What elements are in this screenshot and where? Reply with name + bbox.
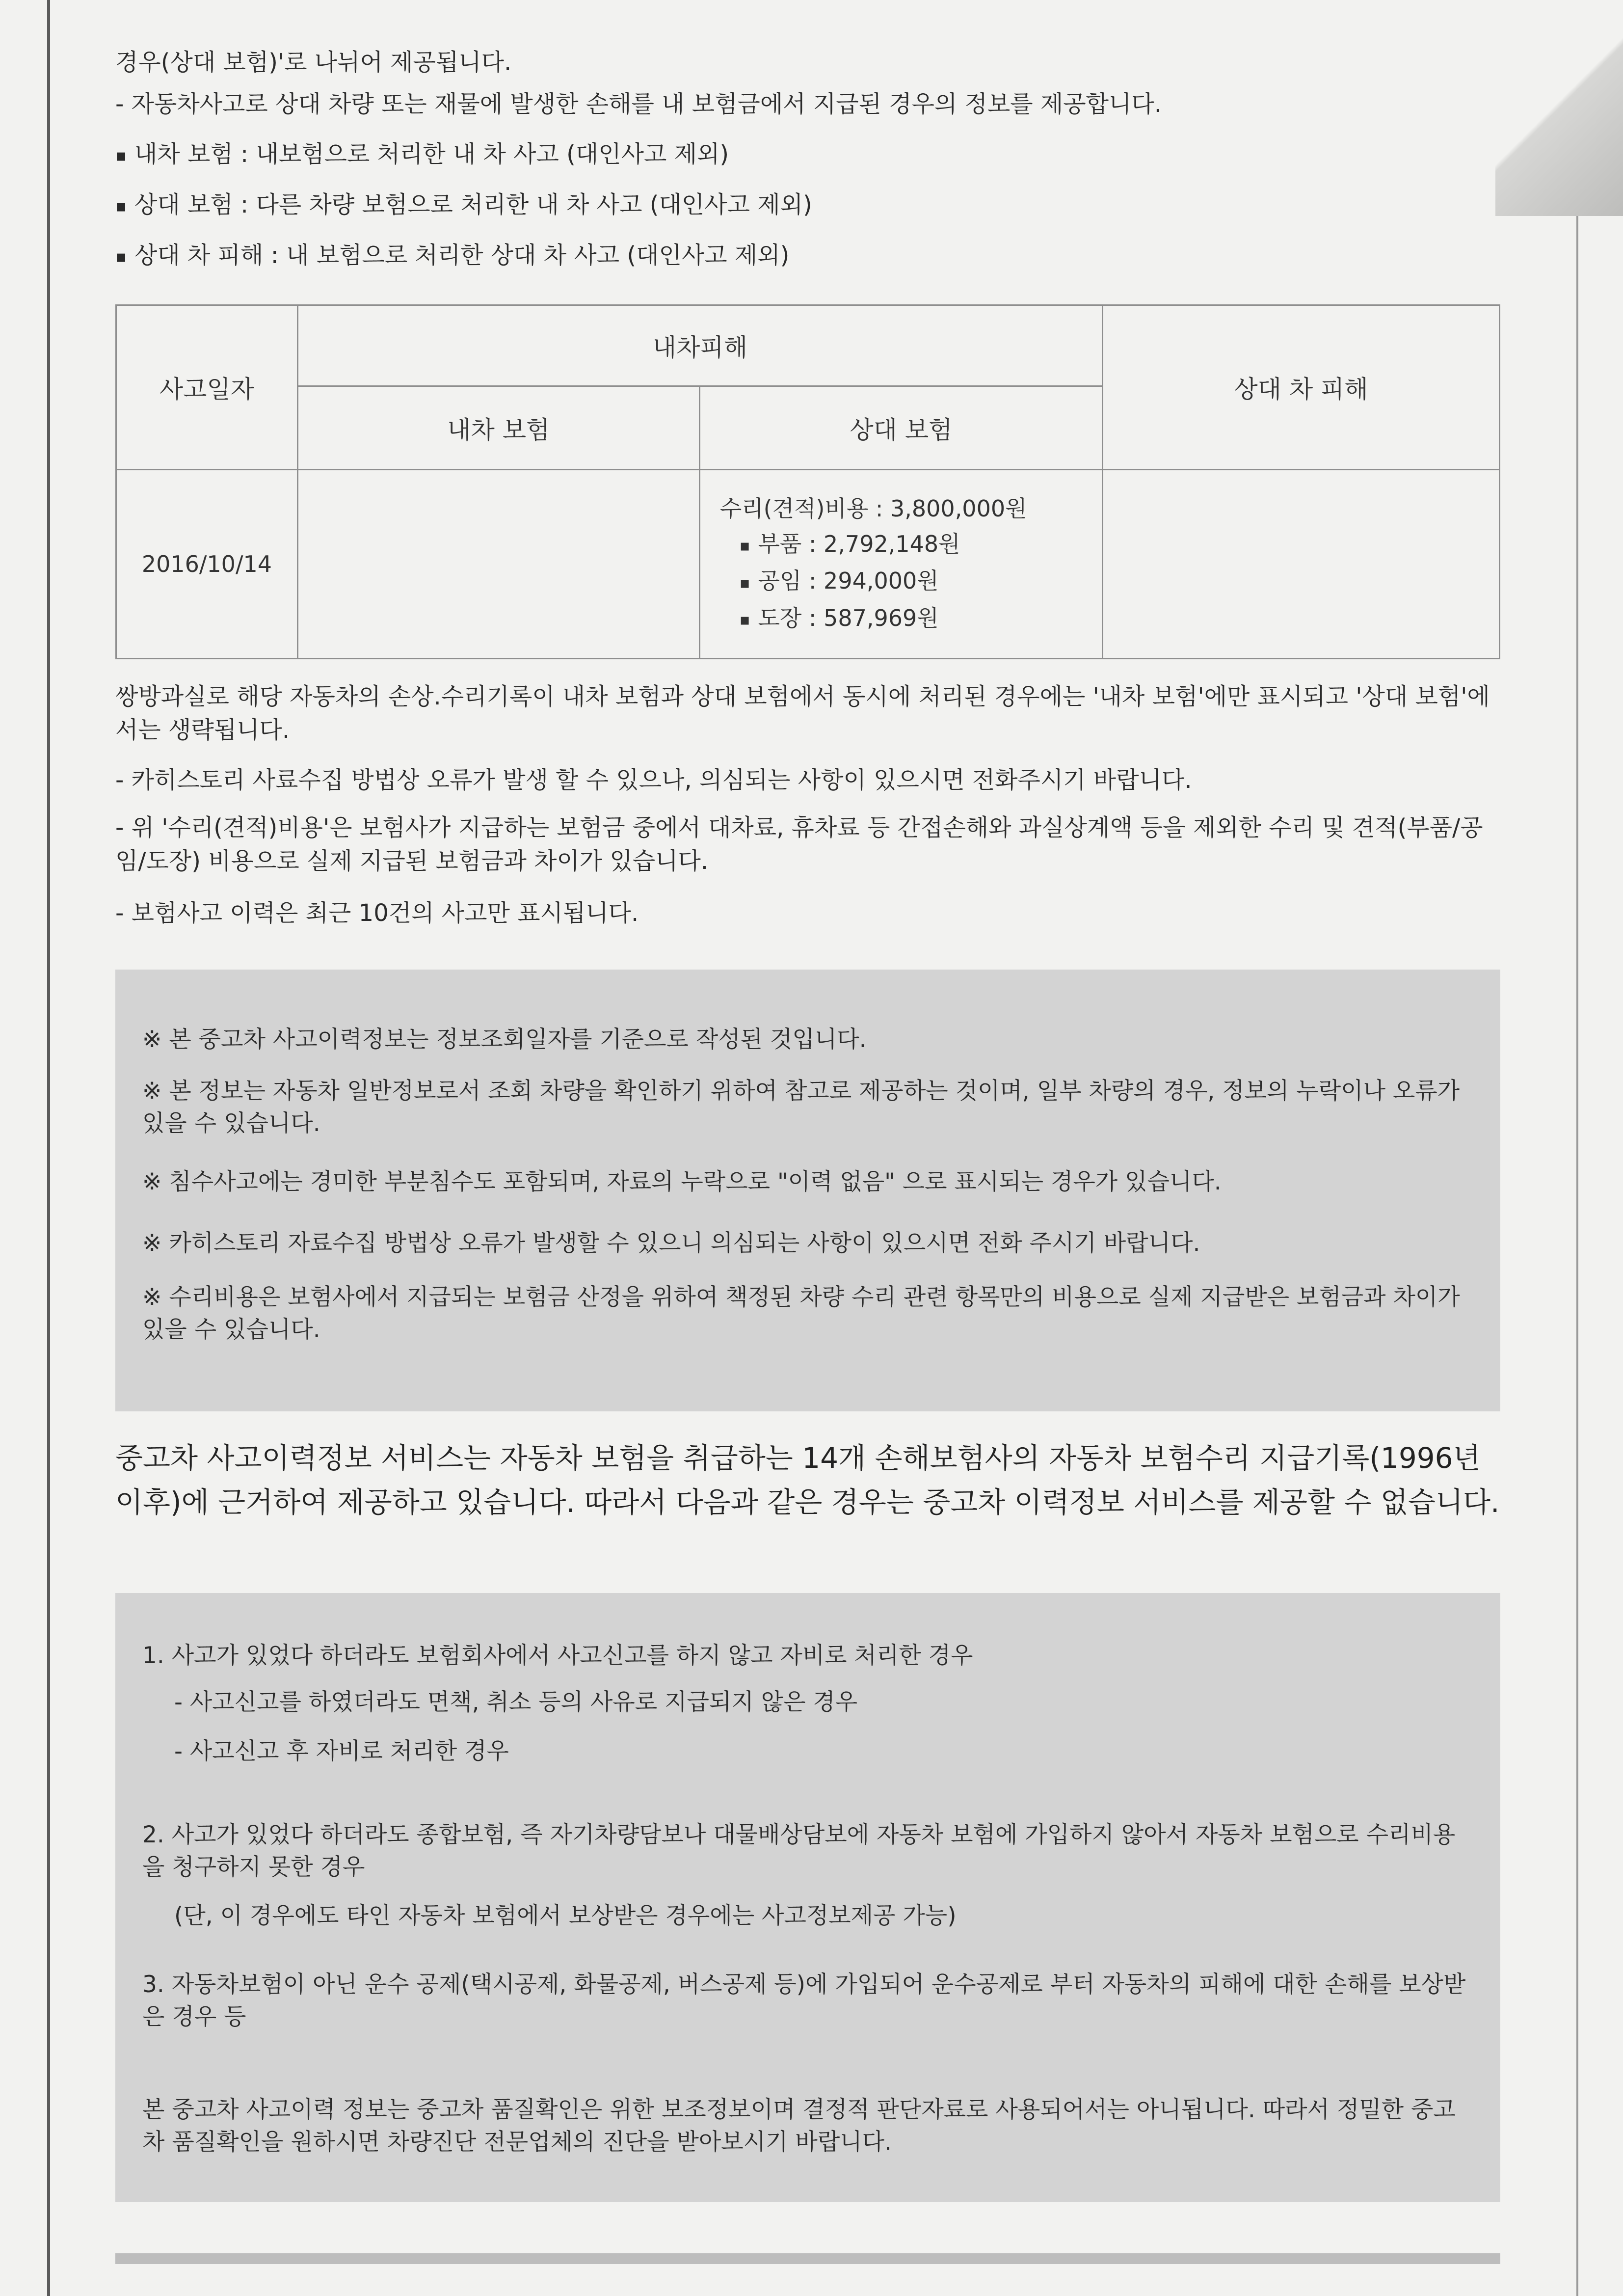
note-repair-cost: - 위 '수리(견적)비용'은 보험사가 지급하는 보험금 중에서 대차료, 휴차료 등 간접손해와 과실상계액 등을 제외한 수리 및 견적(부품/공임/도장) 비용으로 실제 지급된 보험금과 차이가 있습니다. (115, 814, 1483, 875)
exclusion-1-sub-2: - 사고신고 후 자비로 처리한 경우 (174, 1738, 509, 1765)
repair-paint: ▪ 도장 : 587,969원 (720, 600, 1101, 638)
disclaimer-5: ※ 수리비용은 보험사에서 지급되는 보험금 산정을 위하여 책정된 차량 수리 관련 항목만의 비용으로 실제 지급받은 보험금과 차이가 있을 수 있습니다. (142, 1284, 1460, 1343)
disclaimer-4: ※ 카히스토리 자료수집 방법상 오류가 발생할 수 있으니 의심되는 사항이 있으시면 전화 주시기 바랍니다. (142, 1230, 1200, 1257)
repair-total: 수리(견적)비용 : 3,800,000원 (719, 495, 1027, 522)
disclaimer-1: ※ 본 중고차 사고이력정보는 정보조회일자를 기준으로 작성된 것입니다. (142, 1026, 867, 1053)
disclaimer-box (115, 970, 1500, 1411)
page-left-edge (47, 0, 50, 2296)
intro-line-2: - 자동차사고로 상대 차량 또는 재물에 발생한 손해를 내 보험금에서 지급된 경우의 정보를 제공합니다. (115, 90, 1162, 118)
exclusion-box (115, 1593, 1500, 2202)
header-own-insurance: 내차 보험 (297, 386, 699, 470)
bullet-other-insurance: ▪ 상대 보험 : 다른 차량 보험으로 처리한 내 차 사고 (대인사고 제외) (115, 189, 812, 222)
table-row (116, 470, 1500, 659)
cell-own-insurance (297, 470, 699, 659)
header-accident-date: 사고일자 (116, 305, 298, 470)
accident-table (115, 304, 1500, 659)
cell-other-insurance (699, 470, 1102, 659)
repair-parts: ▪ 부품 : 2,792,148원 (720, 526, 1101, 564)
header-other-damage: 상대 차 피해 (1103, 305, 1500, 470)
header-own-damage: 내차피해 (297, 305, 1102, 386)
exclusion-1: 1. 사고가 있었다 하더라도 보험회사에서 사고신고를 하지 않고 자비로 처리한 경우 (142, 1642, 973, 1669)
folded-corner (1495, 0, 1623, 216)
page-right-edge (1576, 20, 1578, 2296)
closing-statement: 본 중고차 사고이력 정보는 중고차 품질확인은 위한 보조정보이며 결정적 판단자료로 사용되어서는 아니됩니다. 따라서 정밀한 중고차 품질확인을 원하시면 차량진단 전문업체의 진단을 받아보시기 바랍니다. (142, 2096, 1456, 2156)
repair-labor: ▪ 공임 : 294,000원 (720, 563, 1101, 600)
exclusion-3: 3. 자동차보험이 아닌 운수 공제(택시공제, 화물공제, 버스공제 등)에 가입되어 운수공제로 부터 자동차의 피해에 대한 손해를 보상받은 경우 등 (142, 1971, 1466, 2030)
disclaimer-2: ※ 본 정보는 자동차 일반정보로서 조회 차량을 확인하기 위하여 참고로 제공하는 것이며, 일부 차량의 경우, 정보의 누락이나 오류가 있을 수 있습니다. (142, 1078, 1460, 1137)
cell-date: 2016/10/14 (116, 470, 298, 659)
header-other-insurance: 상대 보험 (699, 386, 1102, 470)
intro-line-1: 경우(상대 보험)'로 나뉘어 제공됩니다. (115, 49, 512, 76)
bullet-own-insurance: ▪ 내차 보험 : 내보험으로 처리한 내 차 사고 (대인사고 제외) (115, 138, 729, 171)
exclusion-2-sub: (단, 이 경우에도 타인 자동차 보험에서 보상받은 경우에는 사고정보제공 가능) (174, 1902, 957, 1929)
bullet-other-damage: ▪ 상대 차 피해 : 내 보험으로 처리한 상대 차 사고 (대인사고 제외) (115, 240, 789, 272)
exclusion-2: 2. 사고가 있었다 하더라도 종합보험, 즉 자기차량담보나 대물배상담보에 자동차 보험에 가입하지 않아서 자동차 보험으로 수리비용을 청구하지 못한 경우 (142, 1821, 1456, 1881)
disclaimer-3: ※ 침수사고에는 경미한 부분침수도 포함되며, 자료의 누락으로 "이력 없음" 으로 표시되는 경우가 있습니다. (142, 1168, 1222, 1195)
cell-other-damage (1103, 470, 1500, 659)
bottom-divider (115, 2253, 1500, 2264)
service-description: 중고차 사고이력정보 서비스는 자동차 보험을 취급하는 14개 손해보험사의 자동차 보험수리 지급기록(1996년 이후)에 근거하여 제공하고 있습니다. 따라서 다음과 같은 경우는 중고차 이력정보 서비스를 제공할 수 없습니다. (115, 1441, 1500, 1519)
note-dual-fault: 쌍방과실로 해당 자동차의 손상.수리기록이 내차 보험과 상대 보험에서 동시에 처리된 경우에는 '내차 보험'에만 표시되고 '상대 보험'에서는 생략됩니다. (115, 683, 1490, 744)
exclusion-1-sub-1: - 사고신고를 하였더라도 면책, 취소 등의 사유로 지급되지 않은 경우 (174, 1689, 858, 1716)
note-history-limit: - 보험사고 이력은 최근 10건의 사고만 표시됩니다. (115, 899, 639, 927)
note-data-error: - 카히스토리 사료수집 방법상 오류가 발생 할 수 있으나, 의심되는 사항이 있으시면 전화주시기 바랍니다. (115, 766, 1192, 794)
